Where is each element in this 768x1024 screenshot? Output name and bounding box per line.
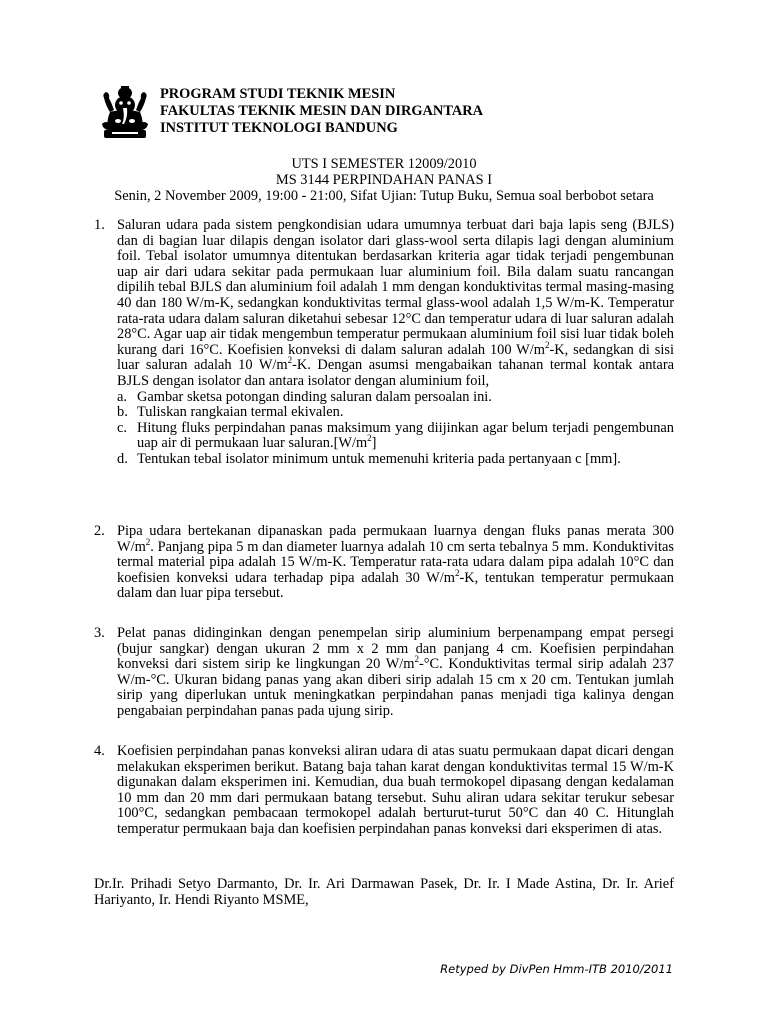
question-number: 4. [94,743,105,759]
sub-question-c: c. Hitung fluks perpindahan panas maksimum yang diijinkan agar belum terjadi pengembunan uap air di permukaan luar $saluran.[W/m^2]$ [117,419,674,452]
header-institute: INSTITUT TEKNOLOGI BANDUNG [160,120,398,136]
question-number: 2. [94,523,105,539]
sub-question-b: b. Tuliskan rangkaian termal ekivalen. [117,404,344,421]
header-faculty: FAKULTAS TEKNIK MESIN DAN DIRGANTARA [160,103,484,119]
question-text: Koefisien perpindahan panas konveksi aliran udara di atas suatu permukaan dapat dicari dengan melakukan eksperimen berikut. Batang baja tahan karat dengan konduktivitas termal 15 W/m-K digunakan dalam eksperimen ini. Kemudian, dua buah termokopel dipasang dengan kedalaman 10 mm dan 20 mm dari permukaan batang tersebut. Suhu aliran udara sekitar terukur sebesar 100°C, sedangkan pembacaan termokopel adalah berturut-turut 50°C dan 40 C. Hitunglah temperatur permukaan baja dan koefisien perpindahan panas konveksi dari eksperimen di atas. [117,743,674,837]
question-number: 1. [94,217,105,233]
question-text: Pelat panas didinginkan dengan penempelan sirip aluminium berpenampang empat persegi (bujur sangkar) dengan ukuran 2 mm x 2 mm dan panjang 4 cm. Koefisien perpindahan konveksi dari sistem sirip ke lingkungan 20 $W/m^2-^\circ C$. Konduktivitas termal sirip adalah 237 W/m-°C. Ukuran bidang panas yang akan diberi sirip adalah 15 cm x 20 cm. Tentukan jumlah sirip yang diperlukan untuk meningkatkan perpindahan panas menjadi tiga kalinya dengan pengabaian perpindahan panas pada ujung sirip. [117,625,674,719]
question-text: Saluran udara pada sistem pengkondisian udara umumnya terbuat dari baja lapis seng (BJLS) dan di bagian luar dilapis dengan isolator dari glass-wool serta dilapis lagi dengan aluminium foil. Tebal isolator umumnya ditentukan berdasarkan kriteria agar tidak terjadi pengembunan uap air dari udara sekitar pada permukaan luar aluminium foil. Bila dalam suatu rancangan dipilih tebal BJLS dan aluminium foil adalah 1 mm dengan konduktivitas termal masing-masing 40 dan 180 W/m-K, sedangkan konduktivitas termal glass-wool adalah 1,5 W/m-K. Temperatur rata-rata udara dalam saluran diketahui sebesar 12°C dan temperatur udara di luar saluran adalah 28°C. Agar uap air tidak mengembun temperatur permukaan aluminium foil sisi luar tidak boleh kurang dari 16°C. Koefisien konveksi di dalam saluran adalah 100 $W/m^2-K$, sedangkan di sisi luar saluran adalah 10 $W/m^2-K$. Dengan asumsi mengabaikan tahanan termal kontak antara BJLS dengan isolator dan antara isolator dengan aluminium foil, [117,217,674,389]
question-1 [94,218,674,468]
question-4 [94,744,674,838]
sub-questions [117,390,674,468]
authors-list: Dr.Ir. Prihadi Setyo Darmanto, Dr. Ir. Ari Darmawan Pasek, Dr. Ir. I Made Astina, Dr. Ir. Arief Hariyanto, Ir. Hendi Riyanto MSME, [94,876,674,908]
exam-title: UTS I SEMESTER 12009/2010 [291,156,477,172]
course-title: MS 3144 PERPINDAHAN PANAS I [275,172,493,188]
institution-header [160,86,483,137]
sub-question-d: d. Tentukan tebal isolator minimum untuk memenuhi kriteria pada pertanyaan c [mm]. [117,450,621,467]
question-3 [94,626,674,720]
question-2 [94,524,674,602]
question-text: Pipa udara bertekanan dipanaskan pada permukaan luarnya dengan fluks panas merata 300 $W/m^2$. Panjang pipa 5 m dan diameter luarnya adalah 10 cm serta tebalnya 5 mm. Konduktivitas termal material pipa adalah 15 W/m-K. Temperatur rata-rata udara dalam pipa adalah 10°C dan koefisien konveksi udara terhadap pipa adalah 30 $W/m^2-K$, tentukan temperatur permukaan dalam dan luar pipa tersebut. [117,523,674,602]
exam-info: Senin, 2 November 2009, 19:00 - 21:00, Sifat Ujian: Tutup Buku, Semua soal berbobot setara [114,188,654,204]
question-number: 3. [94,625,105,641]
retyped-by-footer: Retyped by DivPen Hmm-ITB 2010/2011 [440,962,673,976]
itb-ganesha-logo-icon [100,84,150,142]
header-program: PROGRAM STUDI TEKNIK MESIN [160,86,396,102]
sub-question-a: a. Gambar sketsa potongan dinding saluran dalam persoalan ini. [117,388,492,405]
